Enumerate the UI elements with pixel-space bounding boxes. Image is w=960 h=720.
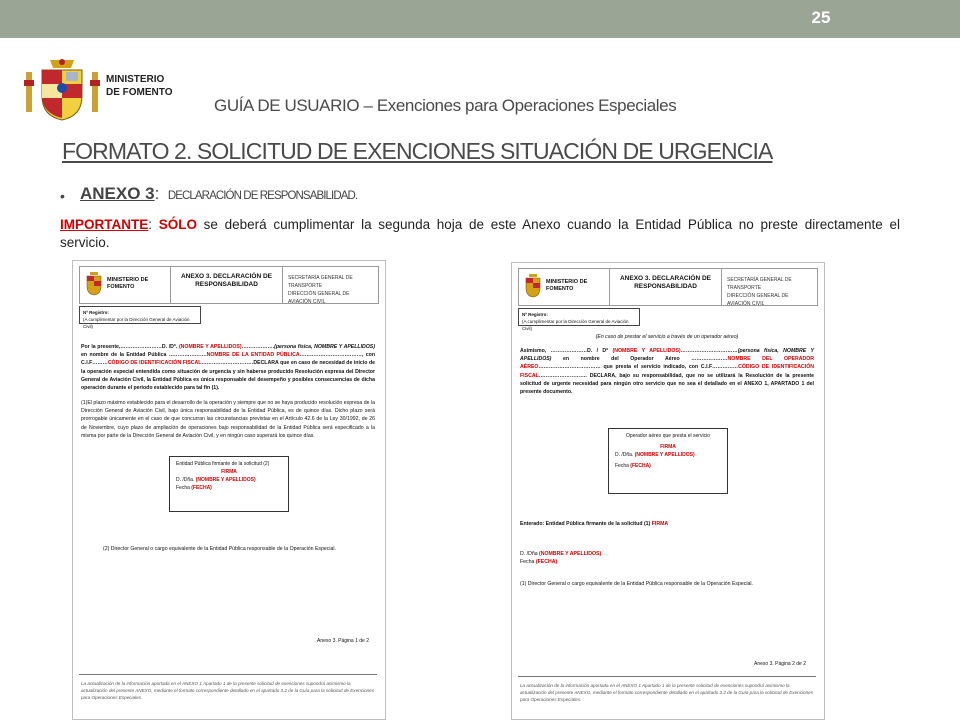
annex-colon: : [154, 184, 160, 203]
decl-text-d: ………………………………, con C.I.F……… [81, 352, 376, 367]
footnote-1: (1) Director General o cargo equivalente de la Entidad Pública responsable de la Operación Especial. [520, 581, 753, 587]
doc-org-2: DIRECCIÓN GENERAL DE AVIACIÓN CIVIL [288, 291, 350, 305]
entity-name-label: D. /Dña [520, 551, 540, 557]
signature-box [169, 456, 289, 512]
entity-name: (NOMBRE Y APELLIDOS) [539, 551, 602, 557]
ministry-line-2: DE FOMENTO [106, 87, 173, 98]
enterado-line [520, 520, 814, 528]
important-separator: : [148, 217, 159, 232]
op-red-operator: NOMBRE DEL OPERADOR AÉREO [520, 356, 814, 371]
doc-org-1: SECRETARÍA GENERAL DE TRANSPORTE [288, 275, 353, 289]
doc-ministry: MINISTERIO DE FOMENTO [107, 277, 149, 290]
operator-box-title: Operador aéreo que presta el servicio [626, 433, 710, 439]
registry-box [79, 306, 201, 329]
operator-name-label: D. /Dña. [615, 452, 635, 458]
mini-coat-of-arms-icon [84, 272, 104, 296]
doc-header-org [723, 269, 817, 305]
bullet-icon: • [60, 188, 65, 204]
operator-signature-box [608, 428, 728, 494]
decl-text-b: ………………. [241, 344, 275, 350]
page-number: 25 [798, 0, 844, 38]
doc-header-title: ANEXO 3. DECLARACIÓN DE RESPONSABILIDAD [610, 269, 722, 305]
important-solo: SÓLO [158, 217, 197, 232]
signature-date-label: Fecha [176, 485, 192, 491]
operator-date-label: Fecha [615, 463, 631, 469]
signature-date: (FECHA) [191, 485, 212, 491]
doc-header [79, 266, 379, 304]
entity-date-label: Fecha [520, 559, 536, 565]
decl-text-c: en nombre de la Entidad Pública …………………. [81, 352, 207, 359]
guide-title: GUÍA DE USUARIO – Exenciones para Operaciones Especiales [214, 96, 677, 115]
op-italic: (persona física, NOMBRE Y APELLIDOS) [520, 348, 815, 363]
signature-box-title: Entidad Pública firmante de la solicitud (2) [176, 461, 270, 467]
registry-title: Nº Registro: [522, 312, 548, 317]
signature-name: (NOMBRE Y APELLIDOS) [195, 477, 256, 483]
doc-page-label: Anexo 3. Página 1 de 2 [317, 638, 369, 644]
footer-divider [518, 676, 816, 677]
enterado-label: Enterado: Entidad Pública firmante de la solicitud (1) [520, 521, 652, 527]
doc-header-org [284, 267, 378, 303]
decl-red-name: (NOMBRE Y APELLIDOS) [178, 344, 242, 350]
mini-coat-of-arms-icon [523, 274, 543, 298]
op-red-name: (NOMBRE Y APELLIDOS) [612, 348, 681, 354]
annex-page-2-thumbnail [511, 262, 825, 720]
entity-name-line [520, 550, 814, 558]
doc-ministry: MINISTERIO DE FOMENTO [546, 279, 588, 292]
doc-header [518, 268, 818, 306]
doc-org-1: SECRETARÍA GENERAL DE TRANSPORTE [727, 277, 792, 291]
footnote-2: (2) Director General o cargo equivalente de la Entidad Pública responsable de la Operación Especial. [103, 546, 336, 552]
annex-page-1-thumbnail [72, 260, 386, 720]
important-label: IMPORTANTE [60, 217, 149, 232]
operator-subtitle: (En caso de prestar el servicio a través de un operador aéreo) [595, 334, 739, 340]
deadline-paragraph: (1)El plazo máximo establecido para el desarrollo de la operación y siempre que no se haya producido resolución expresa de la Dirección General de Aviación Civil, bajo única responsabilidad de la Entidad Pública, es de quince días. Dicho plazo será prorrogable únicamente en el caso de que concurran las circunstancias previstas en el Artículo 42.6 de la Ley 30/1992, de 26 de Noviembre, cuyo plazo de ampliación de operaciones bajo responsabilidad de la Entidad Pública será especificado a la misma por parte de la Dirección General de Aviación Civil, y en ningún caso superará los quince días. [81, 400, 375, 439]
important-note [60, 216, 900, 252]
enterado-firma: FIRMA [651, 521, 669, 527]
doc-header-logo [519, 269, 610, 305]
registry-title: Nº Registro: [83, 310, 109, 315]
registry-note: (A cumplimentar por la Dirección General de Aviación Civil) [83, 317, 190, 329]
doc-org-2: DIRECCIÓN GENERAL DE AVIACIÓN CIVIL [727, 293, 789, 307]
entity-date-line [520, 558, 814, 566]
op-red-cif: CÓDIGO DE IDENTIFICACIÓN FISCAL [520, 364, 814, 379]
annex-description: DECLARACIÓN DE RESPONSABILIDAD. [167, 190, 358, 202]
registry-note: (A cumplimentar por la Dirección General de Aviación Civil) [522, 319, 629, 331]
op-text-c: en nombre del Operador Aéreo ………………… [551, 356, 728, 363]
registry-box [518, 308, 640, 331]
operator-date: (FECHA) [630, 463, 651, 469]
decl-red-entity: NOMBRE DE LA ENTIDAD PÚBLICA [206, 352, 300, 359]
decl-text-e: …………………………DECLARA que en caso de necesidad de inicio de la operación especial entendida como situación de urgencia y sin haberse producido Resolución expresa del Director General de Aviación Civil, la Entidad Pública es única responsable del desempeño y posibles consecuencias de dicha operación durante el periodo establecido para tal fin (1). [81, 360, 375, 392]
important-text: se deberá cumplimentar la segunda hoja de este Anexo cuando la Entidad Pública no preste directamente el servicio. [60, 217, 900, 250]
op-text-b: …………………………… [680, 348, 738, 354]
spain-coat-of-arms-logo [24, 58, 100, 122]
signature-firma: FIRMA [221, 469, 237, 475]
annex-label: ANEXO 3 [80, 184, 155, 203]
op-text-d: ……………………………… que presta el servicio indicado, con C.I.F…………… [538, 364, 739, 371]
decl-red-cif: CÓDIGO DE IDENTIFICACIÓN FISCAL [107, 360, 202, 367]
doc-page-label: Anexo 3. Página 2 de 2 [754, 661, 806, 667]
signature-name-label: D. /Dña. [176, 477, 196, 483]
doc-footer-note: La actualización de la información aportada en el ANEXO 1 Apartado 1 de la presente solicitud de exenciones supondrá asimismo la actualización del presente ANEXO, mediante el formato correspondiente detallado en el apartado 3.2 de la Guía para la solicitud de Exenciones para Operaciones Especiales. [520, 683, 813, 702]
footer-divider [79, 674, 377, 675]
operator-name: (NOMBRE Y APELLIDOS) [634, 452, 695, 458]
operator-firma: FIRMA [660, 444, 676, 450]
declaration-paragraph [81, 343, 375, 392]
op-text-a: Asimismo, …………………D. / Dª [520, 348, 613, 354]
ministry-name [106, 73, 172, 99]
operator-declaration [520, 347, 814, 396]
entity-date: (FECHA) [535, 559, 558, 565]
doc-header-title: ANEXO 3. DECLARACIÓN DE RESPONSABILIDAD [171, 267, 283, 303]
decl-italic: (persona física, NOMBRE Y APELLIDOS) [274, 344, 375, 350]
doc-header-logo [80, 267, 171, 303]
op-text-e: ………………………. DECLARA, bajo su responsabilidad, que no se utilizará la Resolución de la presente solicitud de urgente necesidad para ningún otro servicio que no sea el detallado en el ANEXO 1, APARTADO 1 del presente documento. [520, 372, 814, 396]
decl-text-a: Por la presente,……………………D. /Dª. [81, 344, 179, 350]
page-title: FORMATO 2. SOLICITUD DE EXENCIONES SITUACIÓN DE URGENCIA [62, 138, 773, 164]
ministry-line-1: MINISTERIO [106, 74, 165, 85]
doc-footer-note: La actualización de la información aportada en el ANEXO 1 Apartado 1 de la presente solicitud de exenciones supondrá asimismo la actualización del presente ANEXO, mediante el formato correspondiente detallado en el apartado 3.2 de la Guía para la solicitud de Exenciones para Operaciones Especiales. [81, 681, 374, 700]
annex-heading [80, 184, 357, 204]
